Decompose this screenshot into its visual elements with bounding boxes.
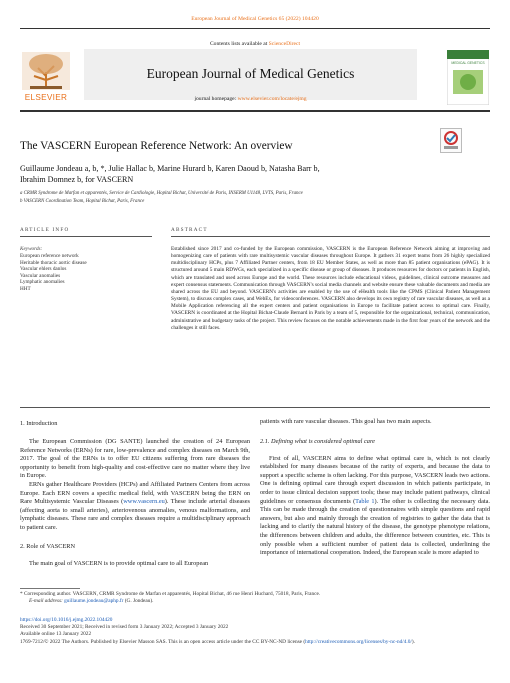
doi-link[interactable]: https://doi.org/10.1016/j.ejmg.2022.104420	[20, 617, 113, 623]
optimal-care-paragraph	[260, 455, 490, 558]
license-link[interactable]: http://creativecommons.org/licenses/by-nc-nd/4.0/	[305, 638, 412, 645]
section-1-body	[20, 438, 250, 533]
left-column	[20, 420, 250, 568]
email-note	[20, 598, 490, 605]
license-text-b: ).	[411, 638, 415, 645]
email-label: E-mail address:	[29, 598, 63, 605]
keyword-item: Lymphatic anomalies	[20, 279, 65, 286]
keyword-item: European reference network	[20, 253, 79, 259]
intro-paragraph-2-text-b: ). These include arterial diseases (affecting aorta to small arteries), arteriovenous anomalies, venous malformations, and lymphatic diseases. These rare and complex diseases require a multidisciplinary approach to patient care.	[20, 498, 250, 531]
abstract-text: Established since 2017 and co-funded by the European commission, VASCERN is the European Reference Network aiming at improving and homogenizing care of patients with rare multisystemic vascular diseases throughout Europe. It gathers 31 expert teams from 26 highly specialized multidisciplinary HCPs, plus 7 Affiliated Partner centers, from 18 EU Member States, as well as more than 85 patient organisations (ePAG). It is structured around 5 main RDWGs, each specialized in a specific disease or group of diseases. It produces resources for doctors or patients in English, which are translated and used across Europe and the world. These resources include educational videos, guidelines, clinical outcome measures and expert consensus statements. Communication through VASCERN's social media channels and website ensure these valuable documents and media are shared across the EU and beyond. VASCERN's activities are enabled by the use of eHealth tools like the CPMS (Clinical Patient Management System), to discuss complex cases, and WebEx, for videoconferences. VASCERN also develops its own registry of rare vascular diseases, as well as a Mobile Application referencing all the expert centers and patient organisations in Europe to facilitate patient access to optimal care. Finally, VASCERN is coordinated at the Hopital Bichat-Claude Bernard in Paris by a team of 5, responsible for the organizational, technical, communication, administrative and budgetary tasks of the project. This review focuses on the notable achievements made in the first four years of the network and the challenges it still faces.	[171, 246, 490, 331]
keyword-item: HHT	[20, 285, 31, 292]
keyword-item: Vascular ehlers danlos	[20, 266, 67, 273]
keyword-list	[20, 253, 150, 293]
article-metadata	[20, 617, 490, 646]
journal-title[interactable]: European Journal of Medical Genetics	[146, 66, 355, 81]
author-list	[20, 163, 420, 185]
vascern-website-link[interactable]: www.vascern.eu	[123, 498, 165, 506]
email-owner: (G. Jondeau).	[124, 598, 154, 605]
abstract-heading: ABSTRACT	[171, 227, 208, 233]
cover-label: MEDICAL GENETICS	[451, 61, 485, 65]
corresponding-author-note: * Corresponding author. VASCERN, CRMR Syndrome de Marfan et apparentés, Hopital Bichat, 46 rue Henri Huchard, 75018, Paris, France.	[20, 591, 321, 597]
journal-homepage	[84, 96, 417, 102]
affiliation-a: a CRMR Syndrome de Marfan et apparentés, Service de Cardiologie, Hopital Bichat, Université de Paris, INSERM U1148, LVTS, Paris, France	[20, 191, 303, 196]
contents-line	[0, 41, 510, 47]
check-for-updates-badge[interactable]	[440, 128, 462, 153]
journal-cover-thumbnail[interactable]	[447, 50, 489, 105]
table-1-link[interactable]: Table 1	[355, 497, 375, 505]
available-online-date: Available online 13 January 2022	[20, 631, 92, 638]
section-2-body	[20, 560, 250, 569]
sciencedirect-link[interactable]: ScienceDirect	[268, 41, 301, 47]
journal-cover-image	[447, 50, 489, 105]
author-line-2[interactable]: Ibrahim Domnez b, for VASCERN	[20, 175, 134, 184]
keyword-item: Vascular anomalies	[20, 272, 61, 279]
publisher-name: ELSEVIER	[24, 93, 68, 102]
section-2-1-body	[260, 455, 490, 558]
crossmark-icon	[441, 129, 461, 152]
header-bottom-rule	[20, 110, 490, 112]
header-top-rule	[20, 28, 490, 29]
keyword-item: Heritable thoracic aortic disease	[20, 259, 87, 266]
optimal-care-text-a: First of all, VASCERN aims to define what optimal care is, which is not clearly established for many diseases because of the rarity of experts, and because the data to support a specific scheme is often lacking. For this purpose, VASCERN leads two actions. One is defining optimal care through expert discussion in which patients participate, in order to issue clinical decision support tools; these may include patient pathways, clinical guidelines or consensus documents (	[260, 454, 490, 505]
intro-paragraph-2-text-a: ERNs gather Healthcare Providers (HCPs) and Affiliated Partners Centers from across Europe. Each ERN covers a specific medical field, with VASCERN being the ERN on Rare Multisystemic Vascular Diseases (	[20, 480, 250, 506]
received-dates: Received 30 September 2021; Received in revised form 3 January 2022; Accepted 3 January 2022	[20, 624, 229, 631]
contents-text: Contents lists available at	[209, 41, 268, 47]
footnotes	[20, 591, 490, 605]
homepage-link[interactable]: www.elsevier.com/locate/ejmg	[237, 96, 307, 102]
keywords-label: Keywords:	[20, 246, 43, 252]
running-head: European Journal of Medical Genetics 65 (2022) 104420	[191, 16, 319, 22]
footnote-rule	[20, 588, 80, 589]
author-email-link[interactable]: guillaume.jondeau@aphp.fr	[64, 598, 124, 605]
homepage-label: journal homepage:	[194, 96, 237, 102]
article-info-heading: ARTICLE INFO	[20, 227, 70, 233]
license-note	[20, 639, 490, 646]
right-column	[260, 418, 490, 558]
intro-paragraph-2	[20, 481, 250, 533]
abstract-bottom-rule	[20, 407, 490, 408]
article-title: The VASCERN European Reference Network: An overview	[20, 140, 293, 152]
license-text-a: 1769-7212/© 2022 The Authors. Published by Elsevier Masson SAS. This is an open access article under the CC BY-NC-ND license (	[20, 638, 306, 645]
role-paragraph-1: The main goal of VASCERN is to provide optimal care to all European	[29, 559, 209, 567]
elsevier-logo[interactable]	[20, 50, 72, 106]
section-2-1-heading: 2.1. Defining what is considered optimal care	[260, 437, 375, 445]
article-info-rule	[20, 236, 152, 237]
intro-paragraph-1: The European Commission (DG SANTE) launched the creation of 24 European Reference Networks (ERNs) for rare, low-prevalence and complex diseases on March 9th, 2017. The goal of the ERNs is to offer EU citizens suffering from rare diseases the opportunity to benefit from high-quality and cost-effective care no matter where they live in Europe.	[20, 438, 250, 480]
section-2-heading: 2. Role of VASCERN	[20, 542, 76, 550]
section-1-heading: 1. Introduction	[20, 420, 58, 427]
right-column-continued: patients with rare vascular diseases. This goal has two main aspects.	[260, 418, 432, 425]
abstract-rule	[171, 236, 490, 237]
author-line-1[interactable]: Guillaume Jondeau a, b, *, Julie Hallac b, Marine Hurard b, Karen Daoud b, Natasha Barr b,	[20, 164, 320, 173]
affiliation-b: b VASCERN Coordination Team, Hopital Bichat, Paris, France	[20, 199, 145, 204]
optimal-care-text-b: ). The other is collecting the necessary data. This can be made through the creation of questionnaires with simple questions and rapid answers, but also and mainly through the creation of registries to gather the data that is lacking and to clarify the natural history of the disease, the genotype phenotype relations, the differences between children and adults, the difference between countries, etc. This is only possible when a sufficient number of patient data is collected, underlining the importance of international cooperation. Indeed, the European scale is more adapted to	[260, 497, 491, 557]
